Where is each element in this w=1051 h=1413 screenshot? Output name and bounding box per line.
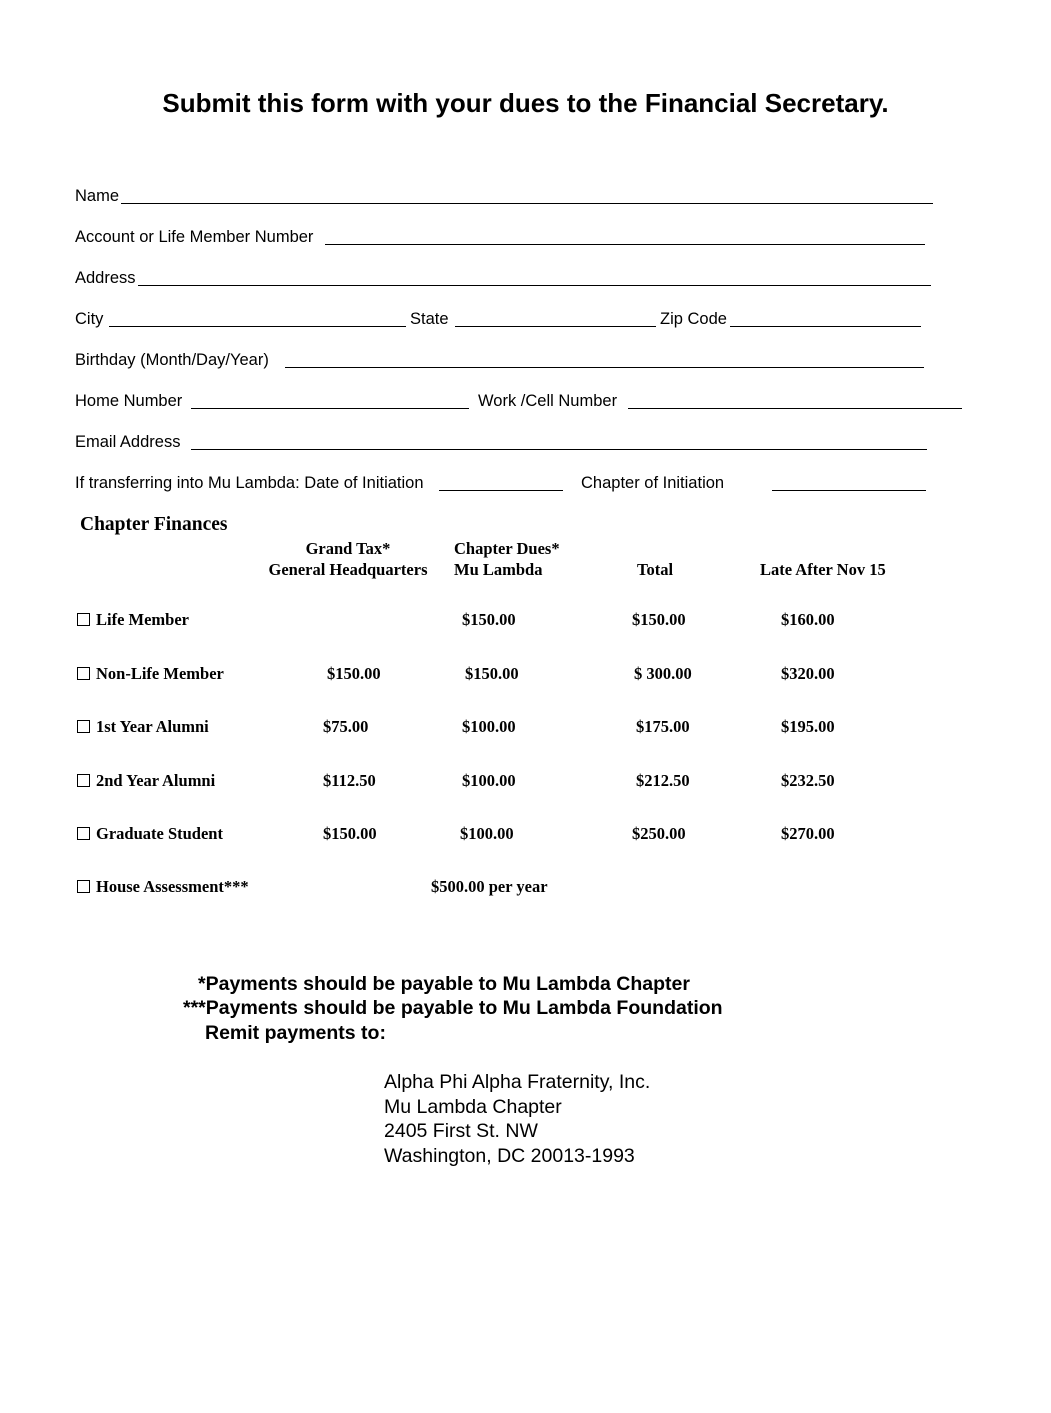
dues-amount: $150.00 (462, 610, 516, 629)
checkbox[interactable] (77, 613, 90, 626)
grand-tax-amount: $150.00 (323, 824, 377, 843)
home-number-field[interactable] (191, 408, 469, 409)
remit-line-organization: Alpha Phi Alpha Fraternity, Inc. (384, 1071, 651, 1093)
option-1st-year-alumni[interactable]: 1st Year Alumni (77, 717, 209, 737)
checkbox[interactable] (77, 774, 90, 787)
remit-line-street: 2405 First St. NW (384, 1120, 538, 1142)
city-field[interactable] (109, 326, 406, 327)
remit-line-chapter: Mu Lambda Chapter (384, 1095, 562, 1118)
late-amount: $270.00 (781, 824, 835, 843)
checkbox[interactable] (77, 720, 90, 733)
zip-field[interactable] (730, 326, 921, 327)
total-amount: $ 300.00 (634, 664, 692, 683)
option-2nd-year-alumni[interactable]: 2nd Year Alumni (77, 771, 215, 791)
birthday-label: Birthday (Month/Day/Year) (75, 351, 269, 369)
late-amount: $195.00 (781, 717, 835, 736)
late-amount: $160.00 (781, 610, 835, 629)
chapter-dues-header (454, 538, 560, 580)
chapter-initiation-label: Chapter of Initiation (581, 474, 725, 492)
checkbox[interactable] (77, 827, 90, 840)
account-field[interactable] (325, 244, 925, 245)
zip-label: Zip Code (660, 310, 727, 328)
total-amount: $150.00 (632, 610, 686, 629)
state-label: State (410, 310, 449, 328)
remit-heading: Remit payments to: (205, 1022, 386, 1044)
chapter-dues-header-line1: Chapter Dues* (454, 539, 560, 558)
option-non-life-member[interactable]: Non-Life Member (77, 664, 224, 684)
grand-tax-header-line1: Grand Tax* (305, 539, 391, 558)
grand-tax-amount: $75.00 (323, 717, 369, 736)
option-graduate-student[interactable]: Graduate Student (77, 824, 223, 844)
option-house-assessment[interactable]: House Assessment*** (77, 877, 249, 897)
dues-amount: $150.00 (465, 664, 519, 683)
work-cell-field[interactable] (628, 408, 962, 409)
payment-note-chapter: *Payments should be payable to Mu Lambda Chapter (198, 973, 690, 995)
name-label: Name (75, 187, 120, 205)
dues-amount: $100.00 (460, 824, 514, 843)
account-label: Account or Life Member Number (75, 228, 314, 246)
chapter-finances-heading: Chapter Finances (80, 514, 228, 535)
address-label: Address (75, 269, 136, 287)
chapter-dues-header-line2: Mu Lambda (454, 560, 543, 579)
dues-amount: $100.00 (462, 771, 516, 790)
home-number-label: Home Number (75, 392, 183, 410)
grand-tax-header (244, 538, 452, 580)
remit-line-city: Washington, DC 20013-1993 (384, 1144, 635, 1167)
address-field[interactable] (138, 285, 931, 286)
city-label: City (75, 310, 104, 328)
checkbox[interactable] (77, 667, 90, 680)
transfer-date-field[interactable] (439, 490, 563, 491)
email-label: Email Address (75, 433, 181, 451)
dues-amount: $100.00 (462, 717, 516, 736)
total-amount: $175.00 (636, 717, 690, 736)
remit-address (384, 1070, 650, 1168)
late-amount: $232.50 (781, 771, 835, 790)
birthday-field[interactable] (285, 367, 924, 368)
option-life-member[interactable]: Life Member (77, 610, 189, 630)
name-field[interactable] (121, 203, 933, 204)
late-amount: $320.00 (781, 664, 835, 683)
grand-tax-amount: $150.00 (327, 664, 381, 683)
email-field[interactable] (191, 449, 927, 450)
checkbox[interactable] (77, 880, 90, 893)
form-title: Submit this form with your dues to the Financial Secretary. (162, 88, 889, 118)
total-header: Total (637, 560, 674, 579)
total-amount: $212.50 (636, 771, 690, 790)
payment-note-foundation: ***Payments should be payable to Mu Lambda Foundation (183, 997, 723, 1019)
total-amount: $250.00 (632, 824, 686, 843)
work-cell-label: Work /Cell Number (478, 392, 618, 410)
state-field[interactable] (455, 326, 656, 327)
late-header: Late After Nov 15 (760, 560, 886, 579)
transfer-date-label: If transferring into Mu Lambda: Date of Initiation (75, 474, 424, 492)
house-assessment-amount: $500.00 per year (431, 877, 548, 896)
chapter-initiation-field[interactable] (772, 490, 926, 491)
grand-tax-amount: $112.50 (323, 771, 376, 790)
grand-tax-header-line2: General Headquarters (268, 560, 428, 579)
